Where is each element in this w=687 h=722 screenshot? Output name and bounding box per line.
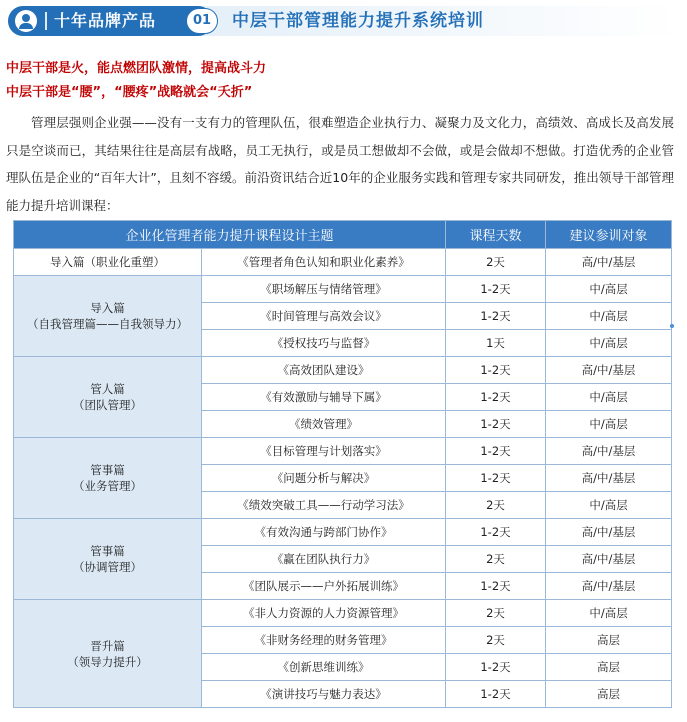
- header-days: 课程天数: [446, 221, 546, 249]
- table-row: [14, 249, 672, 276]
- category-cell: [14, 519, 202, 600]
- person-icon: [15, 10, 37, 32]
- course-name: 《绩效突破工具——行动学习法》: [202, 492, 446, 519]
- table-header-row: [14, 221, 672, 249]
- course-days: 2天: [446, 600, 546, 627]
- course-target: 中/高层: [546, 330, 672, 357]
- course-target: 高层: [546, 627, 672, 654]
- course-name: 《创新思维训练》: [202, 654, 446, 681]
- course-name: 《问题分析与解决》: [202, 465, 446, 492]
- course-name: 《时间管理与高效会议》: [202, 303, 446, 330]
- course-name: 《有效沟通与跨部门协作》: [202, 519, 446, 546]
- course-name: 《绩效管理》: [202, 411, 446, 438]
- header-theme: 企业化管理者能力提升课程设计主题: [14, 221, 446, 249]
- course-name: 《目标管理与计划落实》: [202, 438, 446, 465]
- course-name: 《演讲技巧与魅力表达》: [202, 681, 446, 708]
- category-subtitle: （自我管理篇——自我领导力）: [27, 317, 188, 331]
- brand-pill: [8, 6, 213, 36]
- course-name: 《授权技巧与监督》: [202, 330, 446, 357]
- category-cell: [14, 438, 202, 519]
- course-target: 中/高层: [546, 303, 672, 330]
- course-name: 《管理者角色认知和职业化素养》: [202, 249, 446, 276]
- course-days: 1-2天: [446, 681, 546, 708]
- course-target: 高/中/基层: [546, 438, 672, 465]
- course-target: 高/中/基层: [546, 465, 672, 492]
- course-target: 高/中/基层: [546, 573, 672, 600]
- header-target: 建议参训对象: [546, 221, 672, 249]
- category-subtitle: （业务管理）: [73, 479, 142, 493]
- intro-paragraph: 管理层强则企业强——没有一支有力的管理队伍，很难塑造企业执行力、凝聚力及文化力，高绩效、高成长及高发展只是空谈而已，其结果往往是高层有战略，员工无执行，或是员工想做却不会做，或是会做却不想做。打造优秀的企业管理队伍是企业的“百年大计”，且刻不容缓。前沿资讯结合近10年的企业服务实践和管理专家共同研发，推出领导干部管理能力提升培训课程：: [6, 115, 674, 213]
- brand-pill-text: 十年品牌产品: [54, 11, 157, 30]
- course-days: 1-2天: [446, 411, 546, 438]
- course-name: 《有效激励与辅导下属》: [202, 384, 446, 411]
- course-days: 1-2天: [446, 465, 546, 492]
- category-cell: [14, 276, 202, 357]
- course-days: 1-2天: [446, 303, 546, 330]
- course-target: 高层: [546, 681, 672, 708]
- table-row: [14, 600, 672, 627]
- course-name: 《职场解压与情绪管理》: [202, 276, 446, 303]
- course-days: 1-2天: [446, 654, 546, 681]
- course-days: 1天: [446, 330, 546, 357]
- course-days: 2天: [446, 492, 546, 519]
- course-target: 中/高层: [546, 600, 672, 627]
- course-days: 1-2天: [446, 573, 546, 600]
- category-name: 管事篇: [90, 463, 125, 477]
- course-target: 高/中/基层: [546, 546, 672, 573]
- course-days: 1-2天: [446, 357, 546, 384]
- category-name: 管事篇: [90, 544, 125, 558]
- course-name: 《非财务经理的财务管理》: [202, 627, 446, 654]
- course-target: 高/中/基层: [546, 519, 672, 546]
- course-days: 1-2天: [446, 276, 546, 303]
- headline-2: 中层干部是“腰”，“腰疼”战略就会“夭折”: [6, 85, 253, 100]
- category-subtitle: （团队管理）: [73, 398, 142, 412]
- header-banner: [8, 6, 680, 36]
- table-body: [14, 249, 672, 708]
- category-name: 管人篇: [90, 382, 125, 396]
- course-target: 高层: [546, 654, 672, 681]
- course-days: 1-2天: [446, 519, 546, 546]
- course-name: 《高效团队建设》: [202, 357, 446, 384]
- course-days: 2天: [446, 546, 546, 573]
- course-days: 1-2天: [446, 384, 546, 411]
- course-target: 中/高层: [546, 276, 672, 303]
- section-number-badge: 01: [186, 8, 218, 34]
- table-row: [14, 519, 672, 546]
- table-row: [14, 438, 672, 465]
- course-target: 高/中/基层: [546, 357, 672, 384]
- category-name: 导入篇（职业化重塑）: [50, 255, 165, 269]
- course-name: 《团队展示——户外拓展训练》: [202, 573, 446, 600]
- category-cell: [14, 357, 202, 438]
- category-subtitle: （协调管理）: [73, 560, 142, 574]
- category-name: 导入篇: [90, 301, 125, 315]
- page-title: 中层干部管理能力提升系统培训: [232, 11, 484, 31]
- course-table: [13, 220, 672, 708]
- course-days: 2天: [446, 249, 546, 276]
- course-days: 1-2天: [446, 438, 546, 465]
- category-cell: [14, 600, 202, 708]
- pill-divider: [45, 12, 47, 30]
- table-row: [14, 357, 672, 384]
- course-name: 《非人力资源的人力资源管理》: [202, 600, 446, 627]
- category-name: 晋升篇: [90, 638, 125, 653]
- course-target: 中/高层: [546, 384, 672, 411]
- category-cell: [14, 249, 202, 276]
- course-days: 2天: [446, 627, 546, 654]
- course-target: 高/中/基层: [546, 249, 672, 276]
- side-marker: [670, 324, 674, 328]
- course-target: 中/高层: [546, 411, 672, 438]
- category-subtitle: （领导力提升）: [67, 654, 148, 669]
- course-name: 《赢在团队执行力》: [202, 546, 446, 573]
- table-row: [14, 276, 672, 303]
- headline-1: 中层干部是火，能点燃团队激情，提高战斗力: [6, 61, 267, 76]
- course-target: 中/高层: [546, 492, 672, 519]
